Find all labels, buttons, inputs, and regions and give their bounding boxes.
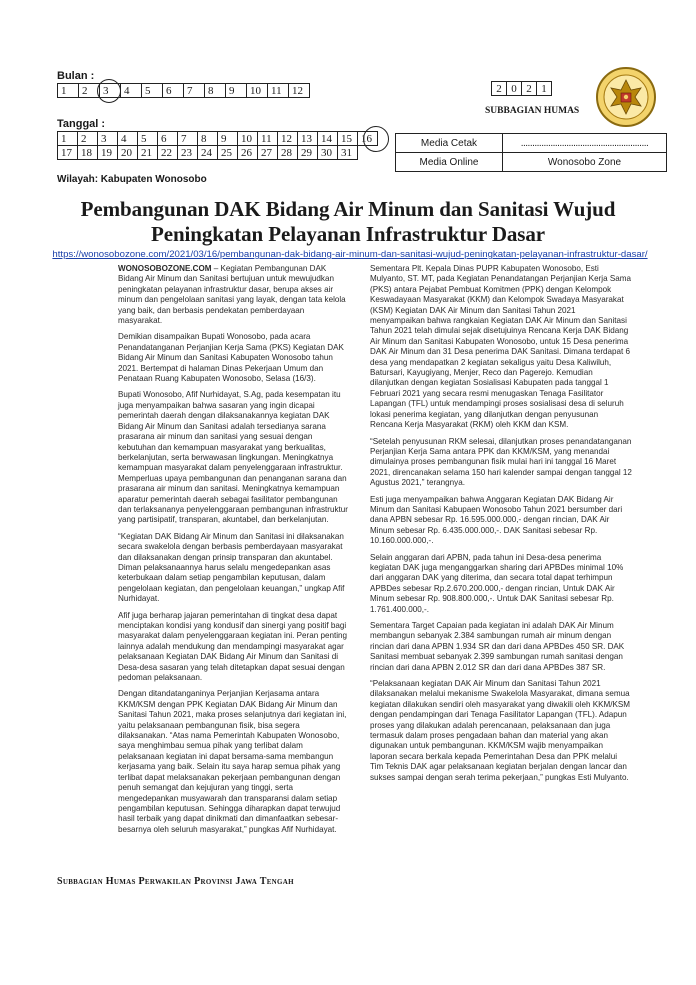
day-cell: 17: [58, 146, 78, 160]
paragraph: Demikian disampaikan Bupati Wonosobo, pada acara Penandatanganan Perjanjian Kerja Sama (PKS) Kegiatan DAK Bidang Air Minum dan Sanitasi Kabupaten Wonosobo tahun 2021. Bertempat di halaman Dinas Pekerjaan Umum dan Penataan Ruang Kabupaten Wonosobo, Selasa (16/3).: [118, 332, 344, 384]
year-digit-cell: 0: [507, 82, 522, 96]
month-cell: 11: [268, 84, 289, 98]
article-right-column: [370, 264, 632, 789]
day-cell: 14: [318, 132, 338, 146]
day-cell: 24: [198, 146, 218, 160]
day-cell: 2: [78, 132, 98, 146]
day-cell: 31: [338, 146, 358, 160]
day-cell: 5: [138, 132, 158, 146]
year-box: [491, 81, 552, 96]
day-cell: 21: [138, 146, 158, 160]
month-cell: 7: [184, 84, 205, 98]
day-cell: 7: [178, 132, 198, 146]
year-digit-cell: 2: [522, 82, 537, 96]
month-grid: [57, 83, 310, 98]
garuda-emblem-icon: [595, 66, 657, 128]
bulan-label: Bulan :: [57, 70, 95, 82]
month-cell: 6: [163, 84, 184, 98]
day-cell: 28: [278, 146, 298, 160]
day-cell: 29: [298, 146, 318, 160]
source-lead: WONOSOBOZONE.COM: [118, 264, 212, 273]
paragraph: Bupati Wonosobo, Afif Nurhidayat, S.Ag, pada kesempatan itu juga menyampaikan bahwa sasaran yang ingin dicapai pemerintah daerah dengan dilaksanakannya kegiatan DAK Bidang Air Minum dan Sanitasi adalah tersedianya sarana prasarana air minum dan sanitasi yang sesuai dengan kebutuhan dan kemampuan masyarakat yang berkualitas, berkelanjutan, serta berwawasan lingkungan. Meningkatnya kemampuan masyarakat dalam penyelenggaraan infrastruktur. Memperluas upaya pembangunan dan penanganan sarana dan prasarana air minum dan sanitasi. Meningkatnya kemampuan aparatur pemerintah daerah sebagai fasilitator pembangunan dan terlaksananya penyelenggaraan pembangunan infrastruktur yang partisipatif, transparan, akuntabel, dan berkelanjutan.: [118, 390, 348, 525]
month-cell: 3: [100, 84, 121, 98]
day-cell: 15: [338, 132, 358, 146]
article-title-line2: Peningkatan Pelayanan Infrastruktur Dasar: [151, 222, 545, 246]
day-cell: 10: [238, 132, 258, 146]
tanggal-label: Tanggal :: [57, 118, 106, 130]
paragraph: Dengan ditandatanganinya Perjanjian Kerjasama antara KKM/KSM dengan PPK Kegiatan DAK Bidang Air Minum dan Sanitasi Tahun 2021, maka proses selanjutnya dari kegiatan ini, yaitu pelaksanaan pembangunan fisik, bisa segera dilaksanakan. “Atas nama Pemerintah Kabupaten Wonosobo, saya menghimbau semua pihak yang terlibat dalam pelaksanaan kegiatan ini dapat bersama-sama membangun kerjasama yang baik. Selain itu saya harap semua pihak yang terlibat dapat melaksanakan pekerjaan pembangunan dengan penuh semangat dan kejujuran yang tinggi, serta mengedepankan musyawarah dan transparansi dalam setiap pengambilan keputusan. Sehingga diharapkan dapat terwujud hasil terbaik yang dapat dinikmati dan dimanfaatkan sebesar-besarnya oleh seluruh masyarakat,” pungkas Afif Nurhidayat.: [118, 689, 347, 834]
paragraph: Sementara Target Capaian pada kegiatan ini adalah DAK Air Minum membangun sebanyak 2.384 sambungan rumah air minum dengan rincian dari dana APBN 1.934 SR dan dari dana APBDes 450 SR. DAK Sanitasi membuat sebanyak 2.399 sambungan rumah sanitasi dengan rincian dari dana APBN 2.012 SR dan dari dana APBDes 387 SR.: [370, 621, 625, 672]
media-cetak-label: Media Cetak: [396, 134, 503, 153]
media-online-value: Wonosobo Zone: [503, 153, 667, 172]
paragraph: “Setelah penyusunan RKM selesai, dilanjutkan proses penandatanganan Perjanjian Kerja Sama antara PPK dan KKM/KSM, yang menandai dimulainya proses pembangunan fisik mulai hari ini tanggal 16 Maret 2021, direncanakan selama 150 hari kalender sampai dengan tanggal 12 Agustus 2021,” terangnya.: [370, 436, 632, 488]
day-cell: 9: [218, 132, 238, 146]
day-cell: 1: [58, 132, 78, 146]
paragraph-text: – Kegiatan Pembangunan DAK Bidang Air Minum dan Sanitasi bertujuan untuk mewujudkan peningkatan pelayanan infrastruktur dasar, berupa akses air minum dan pengelolaan sanitasi yang layak, dengan tata kelola yang baik, dan berbasis pendekatan pemberdayaan masyarakat.: [118, 264, 346, 326]
day-cell: 20: [118, 146, 138, 160]
day-cell: 30: [318, 146, 338, 160]
day-cell: 6: [158, 132, 178, 146]
year-digit-cell: 2: [492, 82, 507, 96]
month-cell: 1: [58, 84, 79, 98]
day-cell: 25: [218, 146, 238, 160]
month-cell: 9: [226, 84, 247, 98]
day-cell: 12: [278, 132, 298, 146]
month-cell: 10: [247, 84, 268, 98]
media-online-label: Media Online: [396, 153, 503, 172]
selected-month-circle: [97, 79, 121, 103]
paragraph: “Pelaksanaan kegiatan DAK Air Minum dan Sanitasi Tahun 2021 dilaksanakan melalui mekanisme Swakelola Masyarakat, dimana semua kegiatan dilakukan sendiri oleh masyarakat yang diwakili oleh KKM/KSM dengan pendampingan dari Tenaga Fasilitator Lapangan (TFL). Adapun proses yang dilakukan adalah perencanaan, pelaksanaan dan juga termasuk dalam proses pengadaan bahan dan material yang akan digunakan untuk pembangunan. KKM/KSM wajib menyampaikan laporan secara berkala kepada Pemerintahan Desa dan PPK melalui Tim Teknis DAK agar pelaksanaan kegiatan berjalan dengan lancar dan sukses sampai dengan serah terima pekerjaan,” pungkas Esti Mulyanto.: [370, 679, 631, 782]
day-cell: 27: [258, 146, 278, 160]
paragraph: “Kegiatan DAK Bidang Air Minum dan Sanitasi ini dilaksanakan secara swakelola dengan berbasis pemberdayaan masyarakat dan dilaksanakan dengan prinsip transparan dan akuntabel. Diman pelaksanaannya harus selalu mengedepankan asas keterbukaan dalam setiap pengambilan keputusan, dalam pengelolaan kegiatan, dan pengelolaan keuangan,” ungkap Afif Nurhidayat.: [118, 531, 345, 604]
footer-label: Subbagian Humas Perwakilan Provinsi Jawa Tengah: [57, 876, 294, 887]
paragraph: Sementara Plt. Kepala Dinas PUPR Kabupaten Wonosobo, Esti Mulyanto, ST. MT, pada Kegiatan Penandatangan Perjanjian Kerja Sama (PKS) antara Pejabat Pembuat Komitmen (PPK) dengan Kelompok Keswadayaan Masyarakat (KKM) dan Kelompok Swadaya Masyarakat (KSM) Kegiatan DAK Air Minum dan Sanitasi Tahun 2021 menyampaikan bahwa rangkaian Kegiatan DAK Air Minum dan Sanitasi Tahun 2021 telah dimulai sejak disetujuinya Rencana Kerja DAK Bidang Air Minum dan Sanitasi Kabupaten Wonosobo, untuk 15 Desa penerima DAK Air Minum dan 31 Desa penerima DAK Sanitasi. Dimana terdapat 6 desa yang mendapatkan 2 kegiatan sekaligus yaitu Desa Kaliwiluh, Batursari, Kayugiyang, Menjer, Reco dan Pagerejo. Kemudian dilanjutkan dengan kegiatan Sosialisasi Kabupaten pada tanggal 1 Februari 2021 yang secara resmi menugaskan Tenaga Fasilitator Lapangan (TFL) untuk mendampingi proses sosialisasi desa di seluruh lokasi penerima kegiatan, yang dilanjutkan dengan penyusunan Rencana Kerja Masyarakat (RKM) oleh KKM dan KSM.: [370, 264, 631, 430]
day-grid: [57, 131, 378, 160]
media-cetak-value: ........................................................: [503, 134, 667, 153]
wilayah-label: Wilayah: Kabupaten Wonosobo: [57, 174, 207, 185]
month-cell: 12: [289, 84, 310, 98]
article-title-line1: Pembangunan DAK Bidang Air Minum dan Sanitasi Wujud: [80, 197, 616, 221]
selected-day-circle: [363, 126, 389, 152]
paragraph: [118, 264, 350, 326]
media-table: [395, 133, 667, 172]
department-label: SUBBAGIAN HUMAS: [485, 106, 580, 116]
day-cell: 18: [78, 146, 98, 160]
day-cell: 19: [98, 146, 118, 160]
day-cell: 8: [198, 132, 218, 146]
month-cell: 5: [142, 84, 163, 98]
day-cell: 16: [358, 132, 378, 146]
day-cell: 13: [298, 132, 318, 146]
day-cell: 22: [158, 146, 178, 160]
year-digit-cell: 1: [537, 82, 552, 96]
article-url-link[interactable]: https://wonosobozone.com/2021/03/16/pembangunan-dak-bidang-air-minum-dan-sanitasi-wujud-peningkatan-pelayanan-infrastruktur-dasar/: [52, 249, 648, 260]
paragraph: Esti juga menyampaikan bahwa Anggaran Kegiatan DAK Bidang Air Minum dan Sanitasi Kabupaen Wonosobo Tahun 2021 bersumber dari dana APBN sebesar Rp. 16.595.000.000,- dengan rincian, DAK Air Minum sebesar Rp. 6.435.000.000,-. DAK Sanitasi sebesar Rp. 10.160.000.000,-.: [370, 494, 623, 546]
day-cell: 11: [258, 132, 278, 146]
month-cell: 4: [121, 84, 142, 98]
month-cell: 8: [205, 84, 226, 98]
article-left-column: [118, 264, 350, 841]
day-cell: 4: [118, 132, 138, 146]
paragraph: Selain anggaran dari APBN, pada tahun ini Desa-desa penerima kegiatan DAK juga menganggarkan sharing dari APBDes minimal 10% dari anggaran DAK yang diterima, dan secara total dapat terhimpun APBDes sebesar Rp.2.670.200.000,- dengan rincian, Untuk DAK Air Minum sebesar Rp. 908.800.000,-. Untuk DAK Sanitasi sebesar Rp. 1.761.400.000,-.: [370, 552, 624, 614]
month-cell: 2: [79, 84, 100, 98]
day-cell: 26: [238, 146, 258, 160]
paragraph: Afif juga berharap jajaran pemerintahan di tingkat desa dapat menciptakan kondisi yang kondusif dan sinergi yang positif bagi masyarakat dalam penyelenggaraan kegiatan ini. Peran penting lainnya adalah mendukung dan mendampingi masyarakat agar pelaksanaan Kegiatan DAK Bidang Air Minum dan Sanitasi di Desa-desa sasaran yang telah ditetapkan dapat sesuai dengan pedoman pelaksanaan.: [118, 610, 348, 683]
day-cell: 23: [178, 146, 198, 160]
day-cell: 3: [98, 132, 118, 146]
